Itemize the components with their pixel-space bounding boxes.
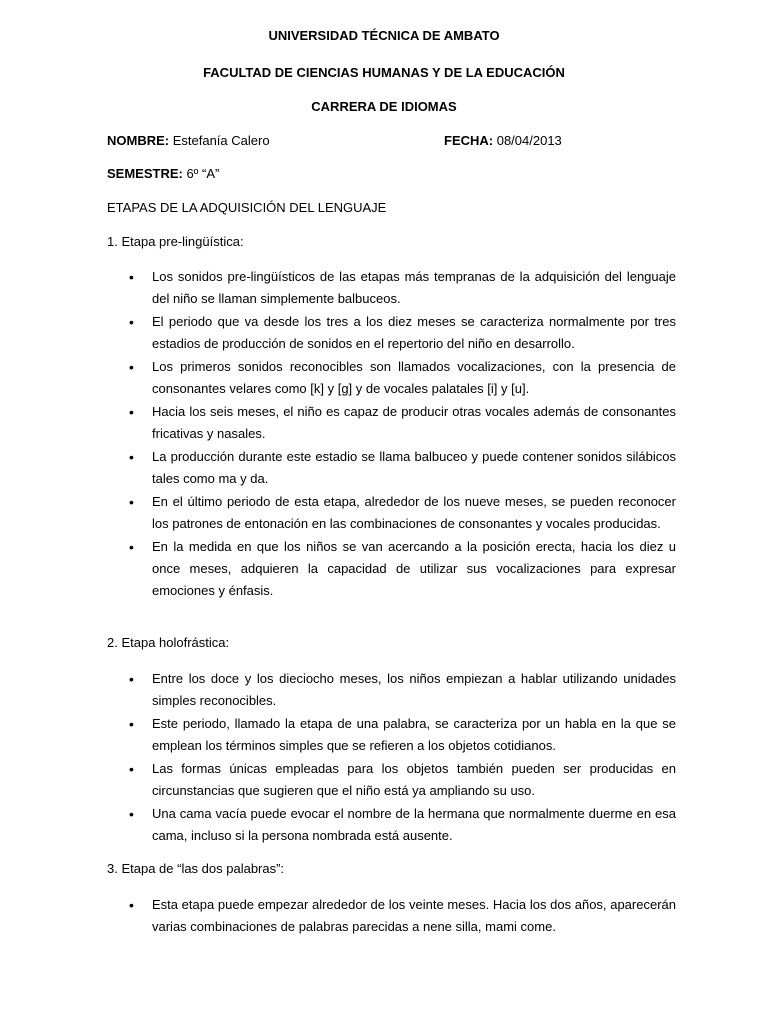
semester-line bbox=[107, 166, 219, 181]
section-heading: 1. Etapa pre-lingüística: bbox=[107, 234, 244, 249]
date-value: 08/04/2013 bbox=[493, 133, 562, 148]
list-item: • Este periodo, llamado la etapa de una palabra, se caracteriza por un habla en la que se emplean los términos simples que se refieren a los objetos cotidianos. bbox=[152, 713, 676, 757]
career-title: CARRERA DE IDIOMAS bbox=[311, 99, 457, 114]
list-item: • En el último periodo de esta etapa, alrededor de los nueve meses, se pueden reconocer los patrones de entonación en las combinaciones de consonantes y vocales producidas. bbox=[152, 491, 676, 535]
section-heading: 2. Etapa holofrástica: bbox=[107, 635, 230, 650]
university-title: UNIVERSIDAD TÉCNICA DE AMBATO bbox=[268, 28, 500, 43]
faculty-title: FACULTAD DE CIENCIAS HUMANAS Y DE LA EDUCACIÓN bbox=[203, 65, 565, 80]
date-line bbox=[444, 133, 562, 148]
list-item: • Las formas únicas empleadas para los objetos también pueden ser producidas en circunstancias que sugieren que el niño está ya ampliando su uso. bbox=[152, 758, 676, 802]
list-item: • Los primeros sonidos reconocibles son llamados vocalizaciones, con la presencia de consonantes velares como [k] y [g] y de vocales palatales [i] y [u]. bbox=[152, 356, 676, 400]
bullet-list bbox=[152, 894, 676, 939]
document-title: ETAPAS DE LA ADQUISICIÓN DEL LENGUAJE bbox=[107, 200, 387, 215]
list-item: • Una cama vacía puede evocar el nombre de la hermana que normalmente duerme en esa cama, incluso si la persona nombrada está ausente. bbox=[152, 803, 676, 847]
list-item: • Entre los doce y los dieciocho meses, los niños empiezan a hablar utilizando unidades simples reconocibles. bbox=[152, 668, 676, 712]
list-item: • La producción durante este estadio se llama balbuceo y puede contener sonidos silábicos tales como ma y da. bbox=[152, 446, 676, 490]
bullet-list bbox=[152, 668, 676, 848]
semester-label: SEMESTRE: bbox=[107, 166, 183, 181]
semester-value: 6º “A” bbox=[182, 166, 220, 181]
bullet-list bbox=[152, 266, 676, 603]
name-line bbox=[107, 133, 270, 148]
list-item: • Los sonidos pre-lingüísticos de las etapas más tempranas de la adquisición del lenguaje del niño se llaman simplemente balbuceos. bbox=[152, 266, 676, 310]
list-item: • Hacia los seis meses, el niño es capaz de producir otras vocales además de consonantes fricativas y nasales. bbox=[152, 401, 676, 445]
list-item: • Esta etapa puede empezar alrededor de los veinte meses. Hacia los dos años, aparecerán varias combinaciones de palabras parecidas a nene silla, mami come. bbox=[152, 894, 676, 938]
section-heading: 3. Etapa de “las dos palabras”: bbox=[107, 861, 285, 876]
name-value: Estefanía Calero bbox=[169, 133, 270, 148]
date-label: FECHA: bbox=[444, 133, 494, 148]
list-item: • En la medida en que los niños se van acercando a la posición erecta, hacia los diez u once meses, adquieren la capacidad de utilizar sus vocalizaciones para expresar emociones y énfasis. bbox=[152, 536, 676, 602]
list-item: • El periodo que va desde los tres a los diez meses se caracteriza normalmente por tres estadios de producción de sonidos en el repertorio del niño en desarrollo. bbox=[152, 311, 676, 355]
name-label: NOMBRE: bbox=[107, 133, 170, 148]
